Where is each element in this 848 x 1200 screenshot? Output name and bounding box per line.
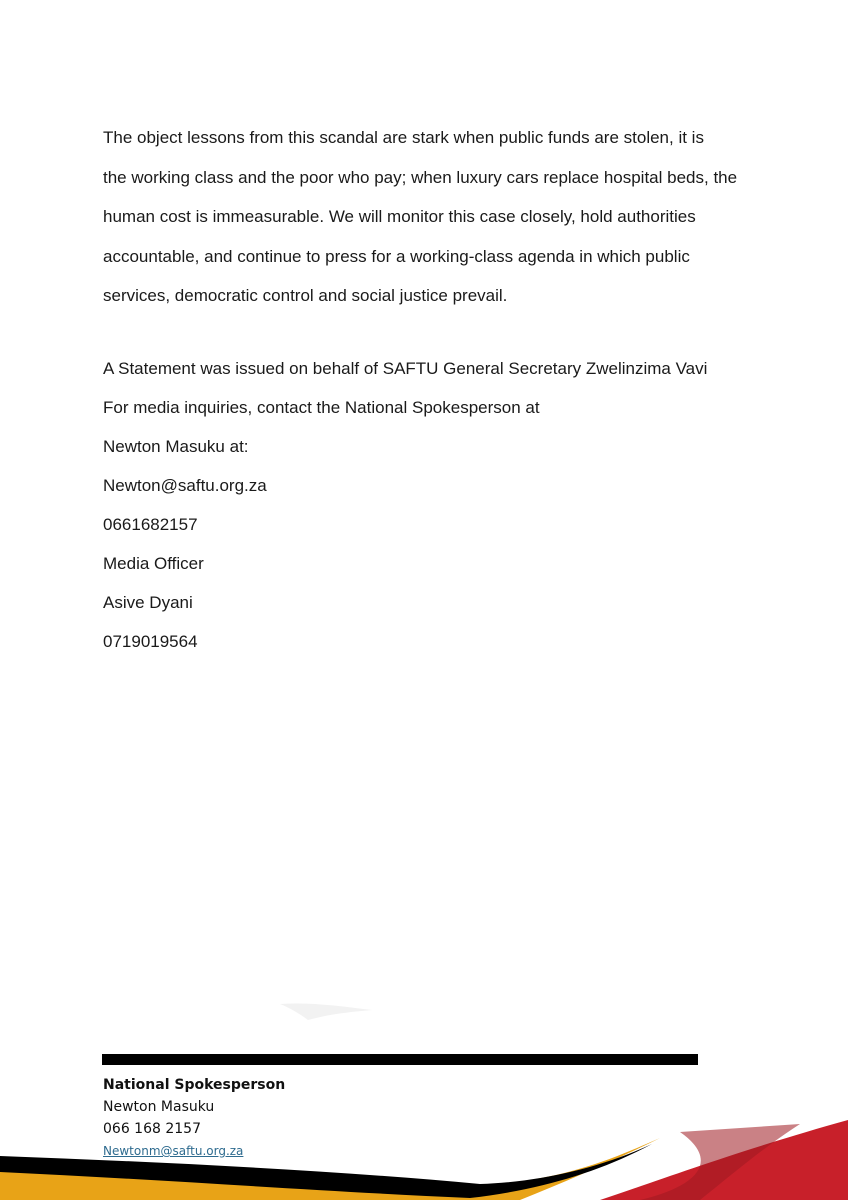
media-officer-label: Media Officer [103, 554, 204, 573]
brand-swoosh-icon [0, 1120, 848, 1200]
footer-phone: 066 168 2157 [103, 1121, 201, 1137]
spokesperson-name: Newton Masuku at: [103, 437, 249, 456]
watermark-logo-icon [270, 992, 390, 1026]
media-officer-name: Asive Dyani [103, 593, 193, 612]
media-officer-phone: 0719019564 [103, 632, 198, 651]
footer-title: National Spokesperson [103, 1077, 286, 1093]
body-paragraph [103, 118, 753, 316]
footer-divider [102, 1054, 698, 1065]
contact-block [103, 349, 753, 661]
paragraph-line: human cost is immeasurable. We will monitor this case closely, hold authorities [103, 207, 696, 226]
media-inquiries-line: For media inquiries, contact the National Spokesperson at [103, 398, 540, 417]
statement-line: A Statement was issued on behalf of SAFTU General Secretary Zwelinzima Vavi [103, 359, 708, 378]
spokesperson-phone: 0661682157 [103, 515, 198, 534]
spokesperson-email: Newton@saftu.org.za [103, 476, 267, 495]
paragraph-line: services, democratic control and social justice prevail. [103, 286, 508, 305]
paragraph-line: The object lessons from this scandal are stark when public funds are stolen, it is [103, 128, 704, 147]
footer-email-link[interactable]: Newtonm@saftu.org.za [103, 1144, 244, 1158]
footer-name: Newton Masuku [103, 1099, 215, 1115]
paragraph-line: accountable, and continue to press for a working-class agenda in which public [103, 246, 690, 266]
paragraph-line: the working class and the poor who pay; when luxury cars replace hospital beds, the [103, 167, 738, 187]
